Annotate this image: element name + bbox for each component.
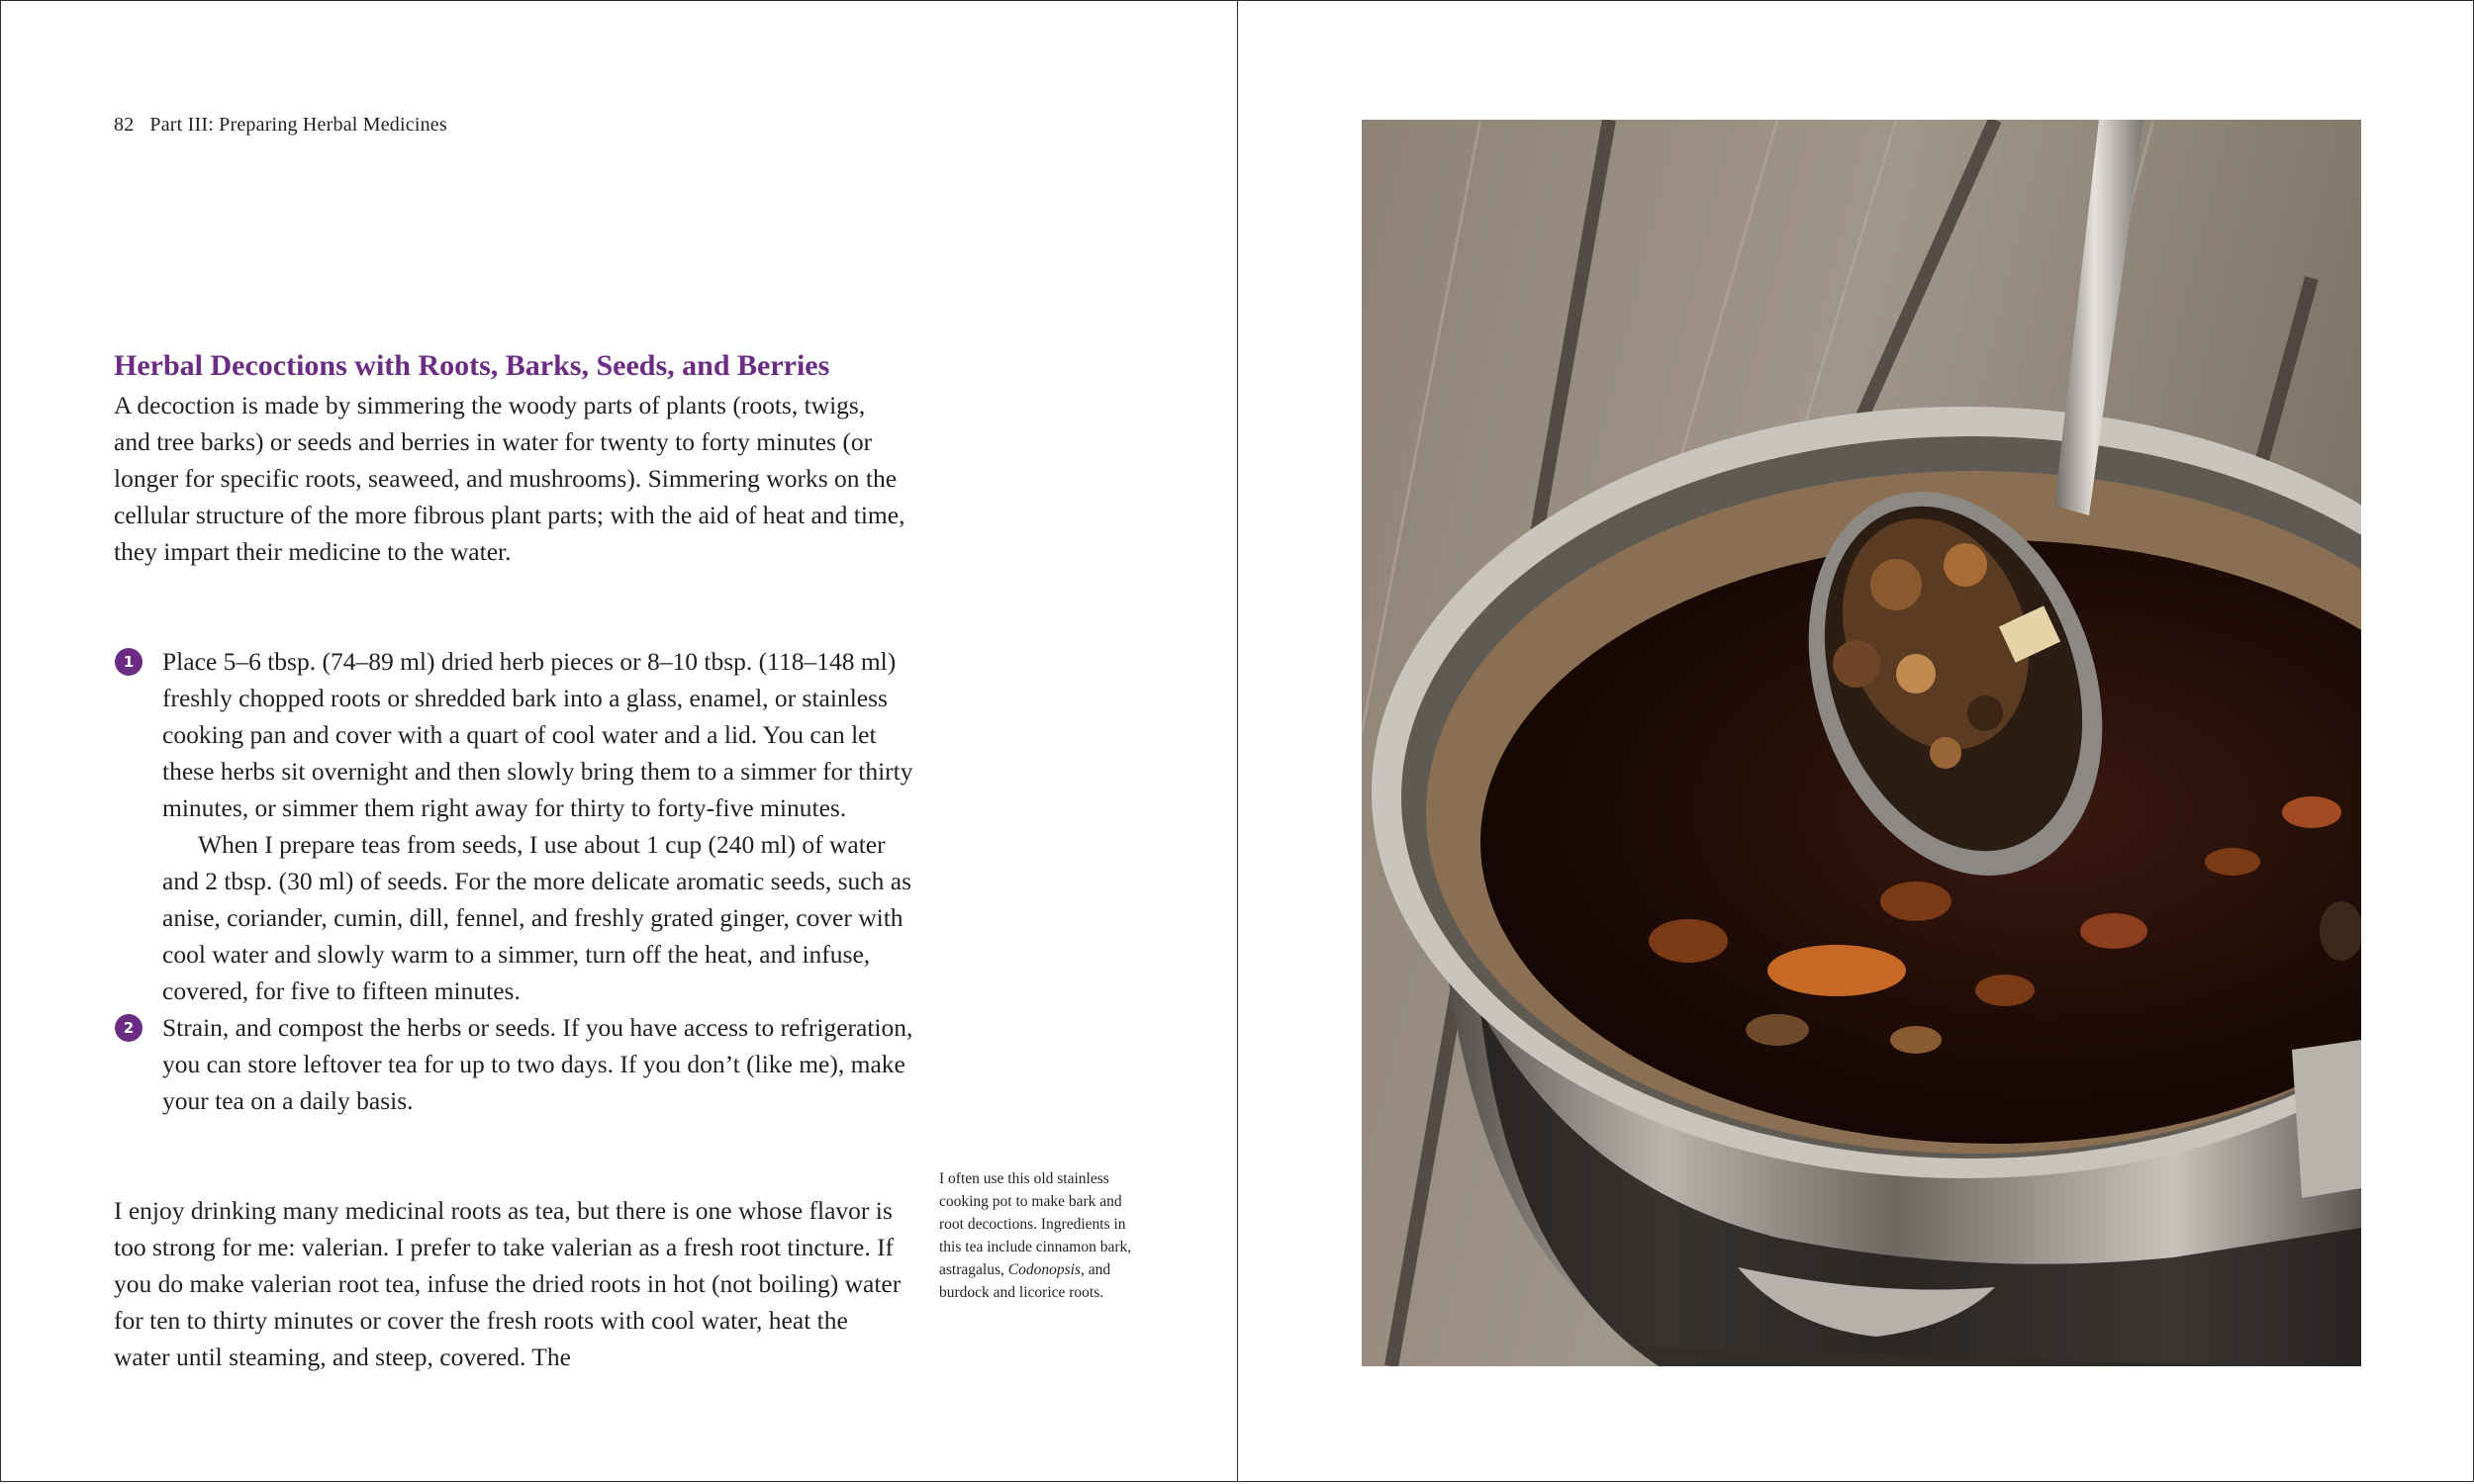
closing-paragraph: I enjoy drinking many medicinal roots as tea, but there is one whose flavor is too strong for me: valerian. I prefer to take valerian as a fresh root tincture. If you do make valerian root tea, infuse the dried roots in hot (not boiling) water for ten to thirty minutes or cover the fresh roots with cool water, heat the water until steaming, and steep, covered. The [114,1196,902,1371]
left-page [0,0,1238,1482]
caption-italic-term: Codonopsis [1007,1261,1081,1278]
decoction-pot-photo [1362,120,2361,1366]
running-head [114,114,447,137]
section-heading: Herbal Decoctions with Roots, Barks, Seeds, and Berries [114,349,830,382]
step-1-seed-note: When I prepare teas from seeds, I use about 1 cup (240 ml) of water and 2 tbsp. (30 ml) of seeds. For the more delicate aromatic seeds, such as anise, coriander, cumin, dill, fennel, and freshly grated ginger, cover with cool water and slowly warm to a simmer, turn off the heat, and infuse, covered, for five to fifteen minutes. [162,830,911,1005]
caption-text-start: I often use this old stainless cooking pot to make bark and root decoctions. Ingredients in this tea include cinnamon bark, astragalus, [939,1170,1132,1278]
step-number-badge: 1 [115,648,143,676]
right-page [1237,0,2474,1482]
photo-caption [939,1167,1137,1304]
steps-list [114,643,925,1119]
step-2-text: Strain, and compost the herbs or seeds. If you have access to refrigeration, you can store leftover tea for up to two days. If you don’t (like me), make your tea on a daily basis. [162,1013,913,1115]
caption-text-end: , and burdock and licorice roots. [939,1261,1111,1301]
step-2 [114,1009,925,1119]
running-head-title: Part III: Preparing Herbal Medicines [149,114,447,136]
page-number: 82 [114,114,135,136]
step-1 [114,643,925,1009]
step-1-text: Place 5–6 tbsp. (74–89 ml) dried herb pieces or 8–10 tbsp. (118–148 ml) freshly chopped roots or shredded bark into a glass, enamel, or stainless cooking pan and cover with a quart of cool water and a lid. You can let these herbs sit overnight and then slowly bring them to a simmer for thirty minutes, or simmer them right away for thirty to forty-five minutes. [162,647,913,822]
step-number-badge: 2 [115,1014,143,1042]
intro-paragraph: A decoction is made by simmering the woody parts of plants (roots, twigs, and tree barks) or seeds and berries in water for twenty to forty minutes (or longer for specific roots, seaweed, and mushrooms). Simmering works on the cellular structure of the more fibrous plant parts; with the aid of heat and time, they impart their medicine to the water. [114,391,905,566]
